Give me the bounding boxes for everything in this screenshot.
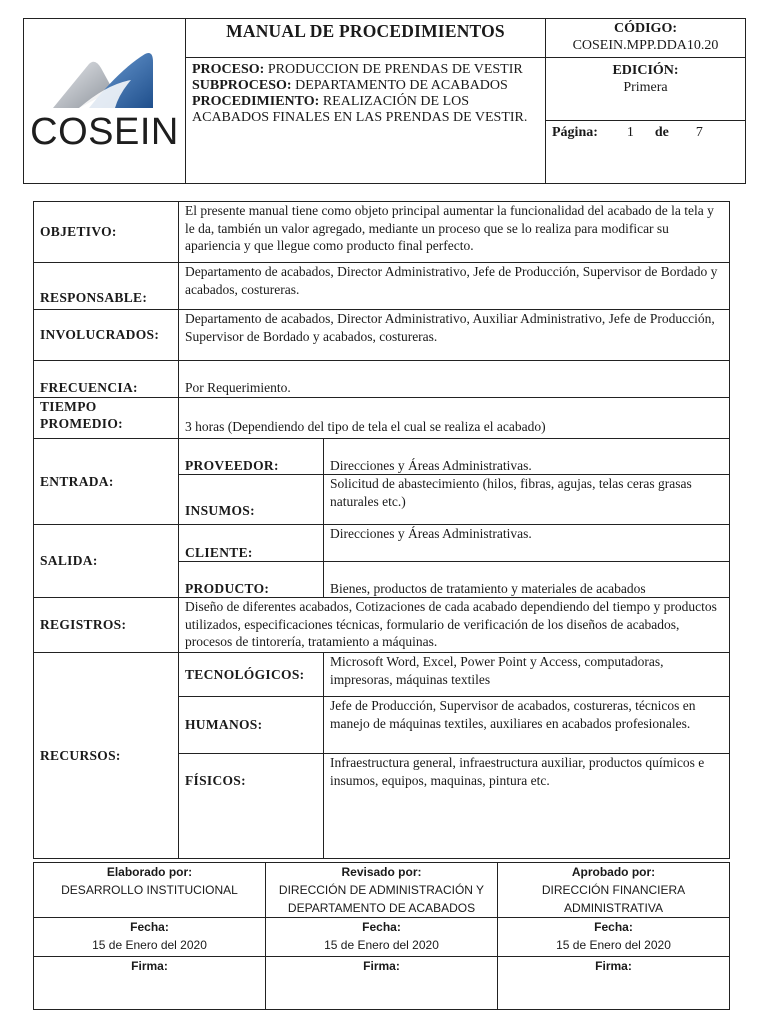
- procedure-table: [33, 201, 730, 859]
- elaborado-cell: [34, 863, 266, 918]
- row-tiempo: [34, 398, 730, 439]
- edition-label: EDICIÓN:: [612, 63, 679, 78]
- document-title: MANUAL DE PROCEDIMIENTOS: [226, 21, 505, 41]
- tecnologicos-label: TECNOLÓGICOS:: [179, 653, 324, 697]
- firma-label-1: Firma:: [131, 959, 168, 973]
- registros-label: REGISTROS:: [34, 598, 179, 653]
- aprobado-cell: [498, 863, 730, 918]
- process-line: [192, 62, 539, 78]
- firma-cell-3: [498, 957, 730, 1010]
- row-frecuencia: [34, 361, 730, 398]
- aprobado-label: Aprobado por:: [571, 865, 656, 879]
- fisicos-label: FÍSICOS:: [179, 754, 324, 859]
- proveedor-label: PROVEEDOR:: [179, 439, 324, 475]
- page-total: 7: [695, 125, 703, 140]
- tecnologicos-value: Microsoft Word, Excel, Power Point y Access, computadoras, impresoras, máquinas textiles: [324, 653, 730, 697]
- procedure-value: REALIZACIÓN DE LOS ACABADOS FINALES EN LAS PRENDAS DE VESTIR.: [192, 94, 528, 125]
- firma-label-2: Firma:: [363, 959, 400, 973]
- tiempo-label: TIEMPO PROMEDIO:: [34, 398, 179, 439]
- page-cell: [546, 121, 746, 184]
- title-cell: [186, 19, 546, 58]
- insumos-label: INSUMOS:: [179, 475, 324, 525]
- producto-value: Bienes, productos de tratamiento y materiales de acabados: [324, 562, 730, 598]
- approval-table: [33, 862, 730, 1010]
- revisado-cell: [266, 863, 498, 918]
- aprobado-value: DIRECCIÓN FINANCIERA ADMINISTRATIVA: [541, 883, 686, 915]
- salida-label: SALIDA:: [34, 525, 179, 598]
- insumos-value: Solicitud de abastecimiento (hilos, fibras, agujas, telas ceras grasas naturales etc.): [324, 475, 730, 525]
- row-entrada-proveedor: [34, 439, 730, 475]
- entrada-label: ENTRADA:: [34, 439, 179, 525]
- firma-label-3: Firma:: [595, 959, 632, 973]
- page-number: 1: [626, 125, 634, 140]
- responsable-value: Departamento de acabados, Director Administrativo, Jefe de Producción, Supervisor de Bordado y acabados, costureras.: [179, 263, 730, 310]
- objetivo-value: El presente manual tiene como objeto principal aumentar la funcionalidad del acabado de la tela y le da, también un valor agregado, mediante un proceso que se lo realiza para modificar su apariencia y que llegue como producto final perfecto.: [179, 202, 730, 263]
- involucrados-label: INVOLUCRADOS:: [34, 310, 179, 361]
- process-cell: [186, 58, 546, 184]
- edition-value: Primera: [623, 80, 668, 95]
- logo-cell: [24, 19, 186, 184]
- frecuencia-label: FRECUENCIA:: [34, 361, 179, 398]
- fecha-value-1: 15 de Enero del 2020: [92, 938, 207, 952]
- page-label: Página:: [552, 125, 598, 140]
- approval-row-dates: [34, 918, 730, 957]
- responsable-label: RESPONSABLE:: [34, 263, 179, 310]
- row-responsable: [34, 263, 730, 310]
- registros-value: Diseño de diferentes acabados, Cotizaciones de cada acabado dependiendo del tiempo y productos utilizados, especificaciones técnicas, formulario de verificación de los diseños de acabados, procesos de tintorería, tratamiento a máquinas.: [179, 598, 730, 653]
- fecha-cell-3: [498, 918, 730, 957]
- edition-cell: [546, 58, 746, 121]
- cliente-value: Direcciones y Áreas Administrativas.: [324, 525, 730, 562]
- elaborado-value: DESARROLLO INSTITUCIONAL: [61, 883, 238, 897]
- involucrados-value: Departamento de acabados, Director Administrativo, Auxiliar Administrativo, Jefe de Producción, Supervisor de Bordado y acabados, costureras.: [179, 310, 730, 361]
- logo-mountain-icon: [49, 50, 161, 110]
- proveedor-value: Direcciones y Áreas Administrativas.: [324, 439, 730, 475]
- subprocess-label: SUBPROCESO:: [192, 78, 292, 93]
- code-label: CÓDIGO:: [614, 21, 677, 36]
- row-objetivo: [34, 202, 730, 263]
- fecha-label-2: Fecha:: [362, 920, 401, 934]
- humanos-label: HUMANOS:: [179, 697, 324, 754]
- revisado-label: Revisado por:: [341, 865, 422, 879]
- fisicos-value: Infraestructura general, infraestructura auxiliar, productos químicos e insumos, equipos, maquinas, pintura etc.: [324, 754, 730, 859]
- tiempo-value: 3 horas (Dependiendo del tipo de tela el cual se realiza el acabado): [179, 398, 730, 439]
- fecha-value-3: 15 de Enero del 2020: [556, 938, 671, 952]
- frecuencia-value: Por Requerimiento.: [179, 361, 730, 398]
- recursos-label: RECURSOS:: [34, 653, 179, 859]
- procedure-label: PROCEDIMIENTO:: [192, 94, 320, 109]
- process-value: PRODUCCION DE PRENDAS DE VESTIR: [267, 62, 523, 77]
- firma-cell-2: [266, 957, 498, 1010]
- fecha-label-1: Fecha:: [130, 920, 169, 934]
- elaborado-label: Elaborado por:: [106, 865, 193, 879]
- row-registros: [34, 598, 730, 653]
- firma-cell-1: [34, 957, 266, 1010]
- page-of: de: [654, 125, 669, 140]
- header-table: [23, 18, 746, 184]
- company-logo: [24, 50, 185, 152]
- cliente-label: CLIENTE:: [179, 525, 324, 562]
- revisado-value: DIRECCIÓN DE ADMINISTRACIÓN Y DEPARTAMENTO DE ACABADOS: [278, 883, 485, 915]
- fecha-cell-1: [34, 918, 266, 957]
- approval-row-names: [34, 863, 730, 918]
- code-value: COSEIN.MPP.DDA10.20: [572, 38, 719, 53]
- subprocess-line: [192, 78, 539, 94]
- approval-row-signatures: [34, 957, 730, 1010]
- fecha-label-3: Fecha:: [594, 920, 633, 934]
- procedure-line: [192, 94, 539, 126]
- process-label: PROCESO:: [192, 62, 265, 77]
- producto-label: PRODUCTO:: [179, 562, 324, 598]
- fecha-cell-2: [266, 918, 498, 957]
- row-recursos-tecnologicos: [34, 653, 730, 697]
- row-salida-cliente: [34, 525, 730, 562]
- code-cell: [546, 19, 746, 58]
- logo-text: COSEIN: [30, 111, 179, 153]
- subprocess-value: DEPARTAMENTO DE ACABADOS: [295, 78, 508, 93]
- objetivo-label: OBJETIVO:: [34, 202, 179, 263]
- humanos-value: Jefe de Producción, Supervisor de acabados, costureras, técnicos en manejo de máquinas textiles, auxiliares en acabados profesionales.: [324, 697, 730, 754]
- fecha-value-2: 15 de Enero del 2020: [324, 938, 439, 952]
- row-involucrados: [34, 310, 730, 361]
